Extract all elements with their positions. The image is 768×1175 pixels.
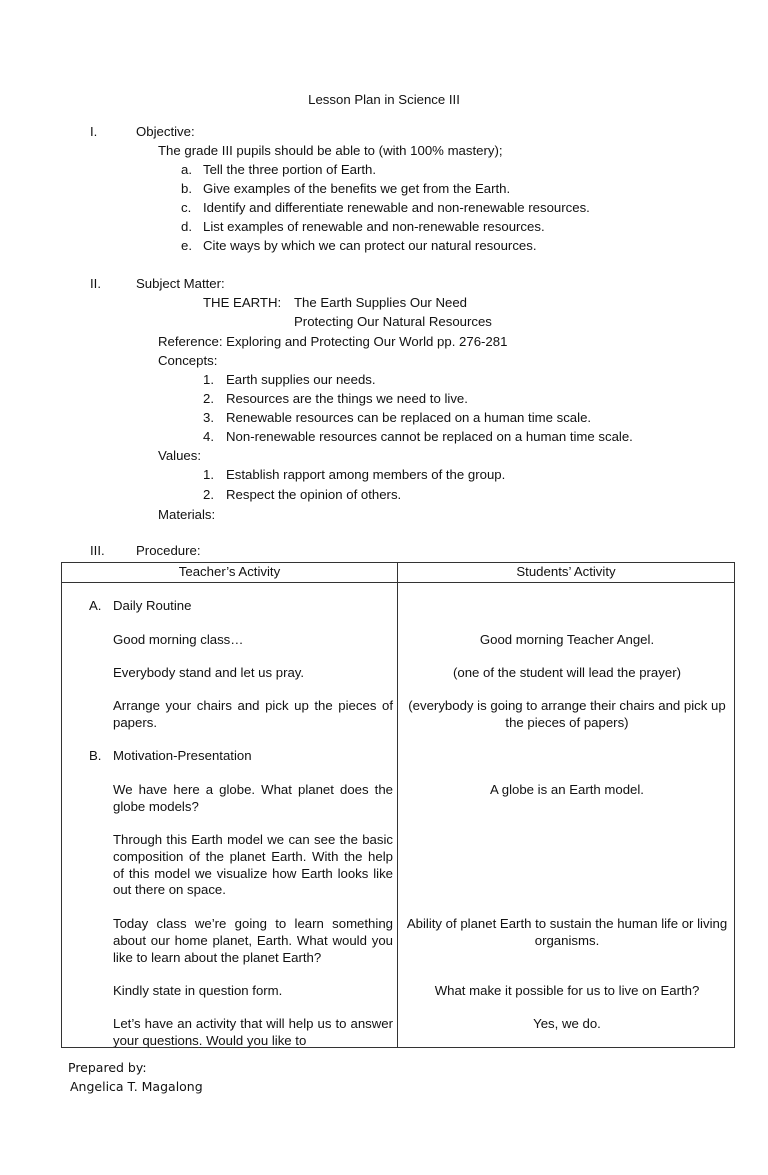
objective-item: List examples of renewable and non-renewable resources. <box>203 219 545 234</box>
objective-item: Cite ways by which we can protect our natural resources. <box>203 238 537 253</box>
teacher-activity: Arrange your chairs and pick up the pieces of papers. <box>113 698 393 730</box>
materials-label: Materials: <box>158 507 216 522</box>
values-label: Values: <box>158 448 202 463</box>
procedure-heading: Procedure: <box>136 543 201 558</box>
teacher-activity: Let’s have an activity that will help us to answer your questions. Would you like to <box>113 1016 393 1047</box>
teacher-activity: Today class we’re going to learn something about our home planet, Earth. What would you like to learn about the planet Earth? <box>113 916 393 965</box>
section-a-heading <box>89 598 191 615</box>
page-title: Lesson Plan in Science III <box>308 92 460 107</box>
objective-item: Identify and differentiate renewable and non-renewable resources. <box>203 200 590 215</box>
preparer-name: Angelica T. Magalong <box>70 1079 203 1094</box>
section-b-heading <box>89 748 252 765</box>
student-activity: A globe is an Earth model. <box>490 782 644 797</box>
student-activity: Good morning Teacher Angel. <box>479 632 655 647</box>
reference: Reference: Exploring and Protecting Our World pp. 276-281 <box>158 334 508 349</box>
concept-item: Non-renewable resources cannot be replaced on a human time scale. <box>226 429 633 444</box>
procedure-table <box>61 562 735 1048</box>
teacher-activity: We have here a globe. What planet does the globe models? <box>113 782 393 814</box>
concept-number: 2. <box>203 391 214 406</box>
concept-number: 4. <box>203 429 214 444</box>
value-number: 2. <box>203 487 214 502</box>
section-b-label: B. <box>89 748 102 763</box>
topic-label: THE EARTH: <box>203 295 282 310</box>
value-item: Establish rapport among members of the group. <box>226 467 506 482</box>
teacher-activity: Through this Earth model we can see the basic composition of the planet Earth. With the help of this model we visualize how Earth looks like out there on space. <box>113 832 393 898</box>
teacher-activity: Good morning class… <box>113 632 244 647</box>
objective-item-label: d. <box>181 219 192 234</box>
objective-item-label: b. <box>181 181 192 196</box>
column-header-students: Students’ Activity <box>516 564 616 579</box>
objective-heading: Objective: <box>136 124 195 139</box>
section-a-label: A. <box>89 598 102 613</box>
prepared-by-label: Prepared by: <box>68 1060 147 1075</box>
section-number-procedure: III. <box>90 543 105 558</box>
student-activity: Yes, we do. <box>533 1016 601 1031</box>
objective-item: Tell the three portion of Earth. <box>203 162 377 177</box>
topic-line: Protecting Our Natural Resources <box>294 314 492 329</box>
objective-item: Give examples of the benefits we get from the Earth. <box>203 181 511 196</box>
section-number-objective: I. <box>90 124 98 139</box>
student-activity: What make it possible for us to live on Earth? <box>434 983 700 998</box>
section-number-subject: II. <box>90 276 101 291</box>
student-activity: Ability of planet Earth to sustain the human life or living organisms. <box>406 916 728 948</box>
column-divider <box>397 563 398 1047</box>
student-activity: (everybody is going to arrange their chairs and pick up the pieces of papers) <box>408 698 726 730</box>
concept-item: Earth supplies our needs. <box>226 372 376 387</box>
section-a-title: Daily Routine <box>113 598 192 613</box>
student-activity: (one of the student will lead the prayer) <box>453 665 681 680</box>
concept-item: Renewable resources can be replaced on a human time scale. <box>226 410 592 425</box>
topic-line: The Earth Supplies Our Need <box>294 295 467 310</box>
concept-number: 3. <box>203 410 214 425</box>
objective-intro: The grade III pupils should be able to (with 100% mastery); <box>158 143 503 158</box>
teacher-activity: Kindly state in question form. <box>113 983 283 998</box>
value-item: Respect the opinion of others. <box>226 487 402 502</box>
column-header-teacher: Teacher’s Activity <box>178 564 281 579</box>
concept-item: Resources are the things we need to live. <box>226 391 468 406</box>
value-number: 1. <box>203 467 214 482</box>
section-b-title: Motivation-Presentation <box>113 748 252 763</box>
concepts-label: Concepts: <box>158 353 218 368</box>
objective-item-label: a. <box>181 162 192 177</box>
objective-item-label: c. <box>181 200 192 215</box>
objective-item-label: e. <box>181 238 192 253</box>
concept-number: 1. <box>203 372 214 387</box>
subject-heading: Subject Matter: <box>136 276 225 291</box>
teacher-activity: Everybody stand and let us pray. <box>113 665 305 680</box>
